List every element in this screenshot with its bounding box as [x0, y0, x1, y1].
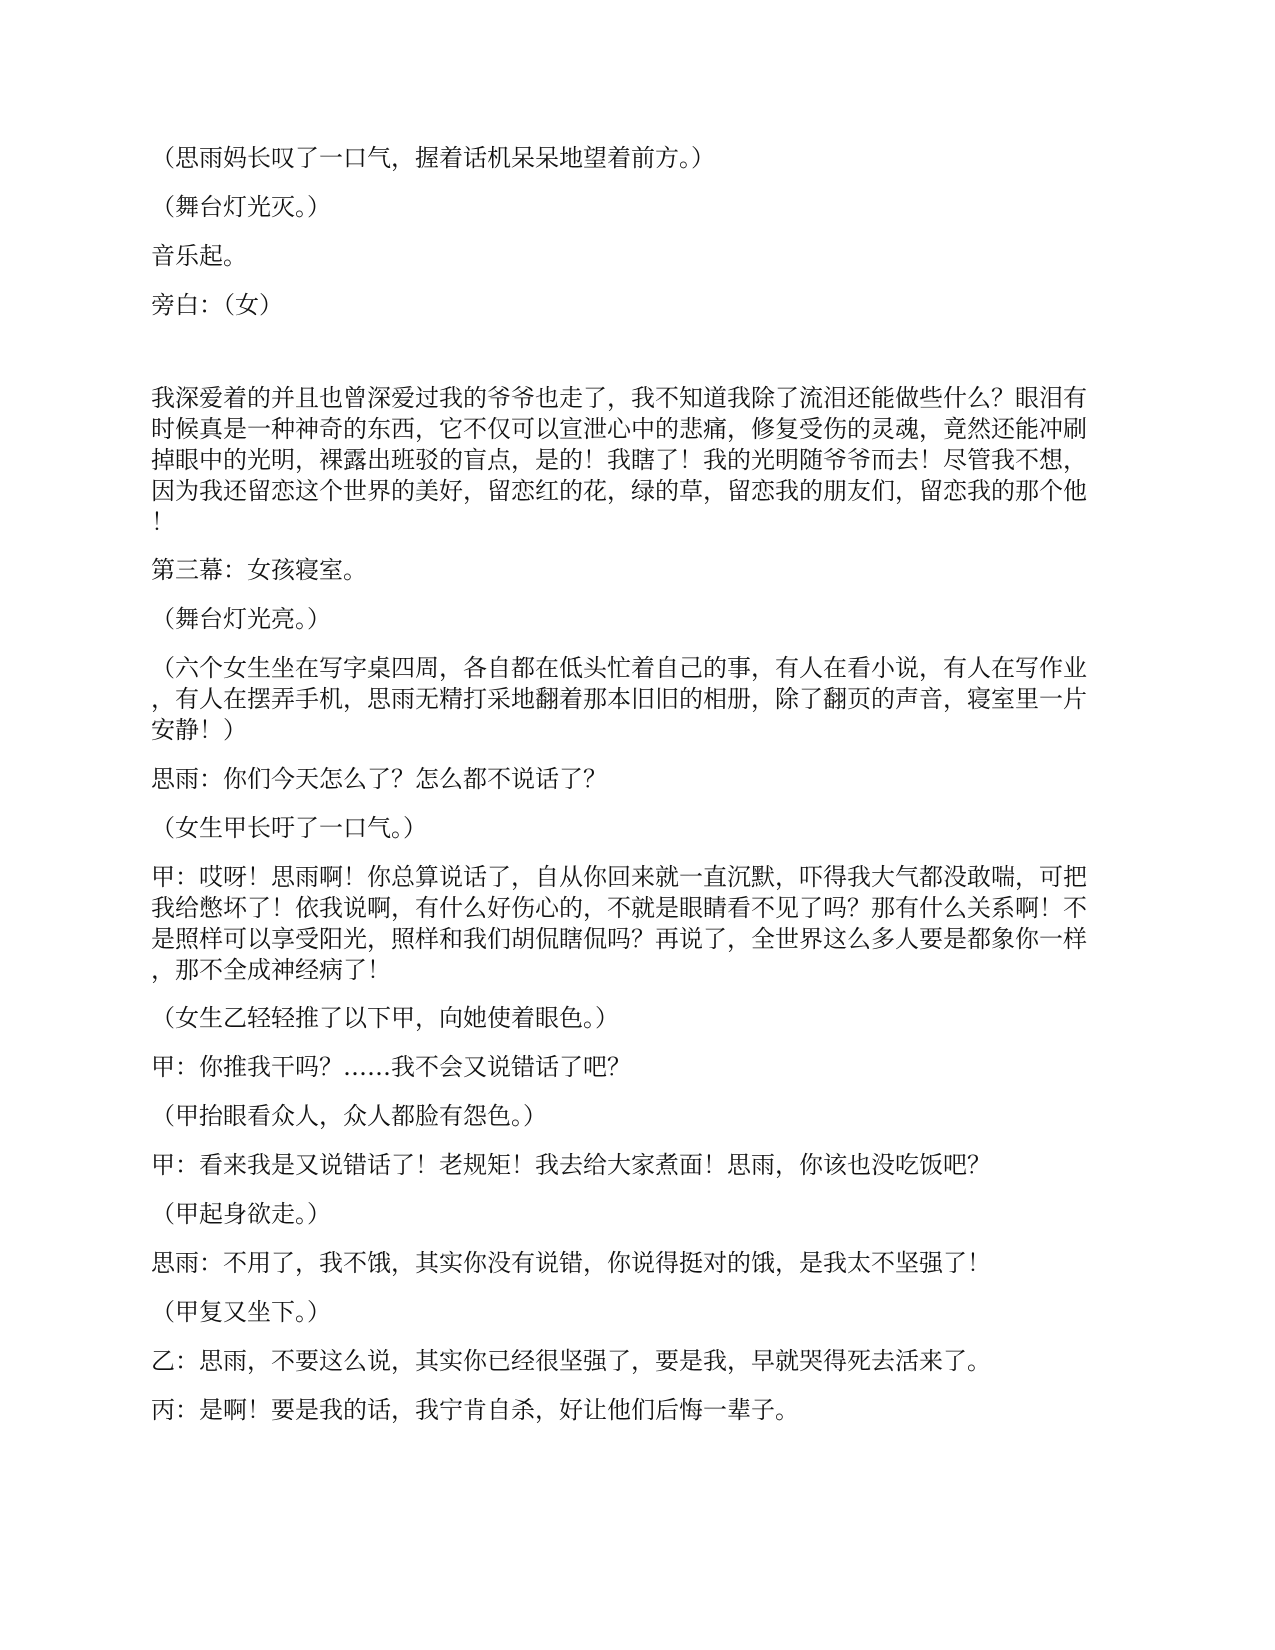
dialogue-yi-1: 乙：思雨，不要这么说，其实你已经很坚强了，要是我，早就哭得死去活来了。	[151, 1347, 991, 1375]
dialogue-jia-1: 甲：哎呀！思雨啊！你总算说话了，自从你回来就一直沉默，吓得我大气都没敢喘，可把 我给憋坏了！依我说啊，有什么好伤心的，不就是眼睛看不见了吗？那有什么关系啊！不 是照样可以享受阳光，照样和我们胡侃瞎侃吗？再说了，全世界这么多人要是都象你一样 ，那不全成神经病了！	[151, 863, 1087, 984]
dialogue-siyu-2: 思雨：不用了，我不饿，其实你没有说错，你说得挺对的饿，是我太不坚强了！	[151, 1249, 991, 1277]
stage-direction-lights-off: （舞台灯光灭。）	[151, 193, 331, 221]
dialogue-bing-1: 丙：是啊！要是我的话，我宁肯自杀，好让他们后悔一辈子。	[151, 1396, 799, 1424]
stage-direction-lights-on: （舞台灯光亮。）	[151, 605, 331, 633]
stage-direction-jia-sigh: （女生甲长吁了一口气。）	[151, 814, 427, 842]
stage-direction-jia-rise: （甲起身欲走。）	[151, 1200, 331, 1228]
dialogue-jia-2: 甲：你推我干吗？……我不会又说错话了吧？	[151, 1053, 631, 1081]
narration-paragraph: 我深爱着的并且也曾深爱过我的爷爷也走了，我不知道我除了流泪还能做些什么？眼泪有 时候真是一种神奇的东西，它不仅可以宣泄心中的悲痛，修复受伤的灵魂，竟然还能冲刷 掉眼中的光明，裸露出班驳的盲点，是的！我瞎了！我的光明随爷爷而去！尽管我不想， 因为我还留恋这个世界的美好，留恋红的花，绿的草，留恋我的朋友们，留恋我的那个他 ！	[151, 384, 1087, 536]
act-three-heading: 第三幕：女孩寝室。	[151, 556, 367, 584]
stage-direction-look-around: （甲抬眼看众人，众人都脸有怨色。）	[151, 1102, 547, 1130]
music-cue: 音乐起。	[151, 242, 247, 270]
stage-direction-sigh: （思雨妈长叹了一口气，握着话机呆呆地望着前方。）	[151, 144, 715, 172]
stage-direction-yi-push: （女生乙轻轻推了以下甲，向她使着眼色。）	[151, 1004, 619, 1032]
stage-direction-jia-sit: （甲复又坐下。）	[151, 1298, 331, 1326]
narrator-label: 旁白：（女）	[151, 291, 283, 319]
dialogue-siyu-1: 思雨：你们今天怎么了？怎么都不说话了？	[151, 765, 607, 793]
stage-direction-dorm-scene: （六个女生坐在写字桌四周，各自都在低头忙着自己的事，有人在看小说，有人在写作业 ，有人在摆弄手机，思雨无精打采地翻着那本旧旧的相册，除了翻页的声音，寝室里一片 安静！）	[151, 654, 1087, 744]
dialogue-jia-3: 甲：看来我是又说错话了！老规矩！我去给大家煮面！思雨，你该也没吃饭吧？	[151, 1151, 991, 1179]
